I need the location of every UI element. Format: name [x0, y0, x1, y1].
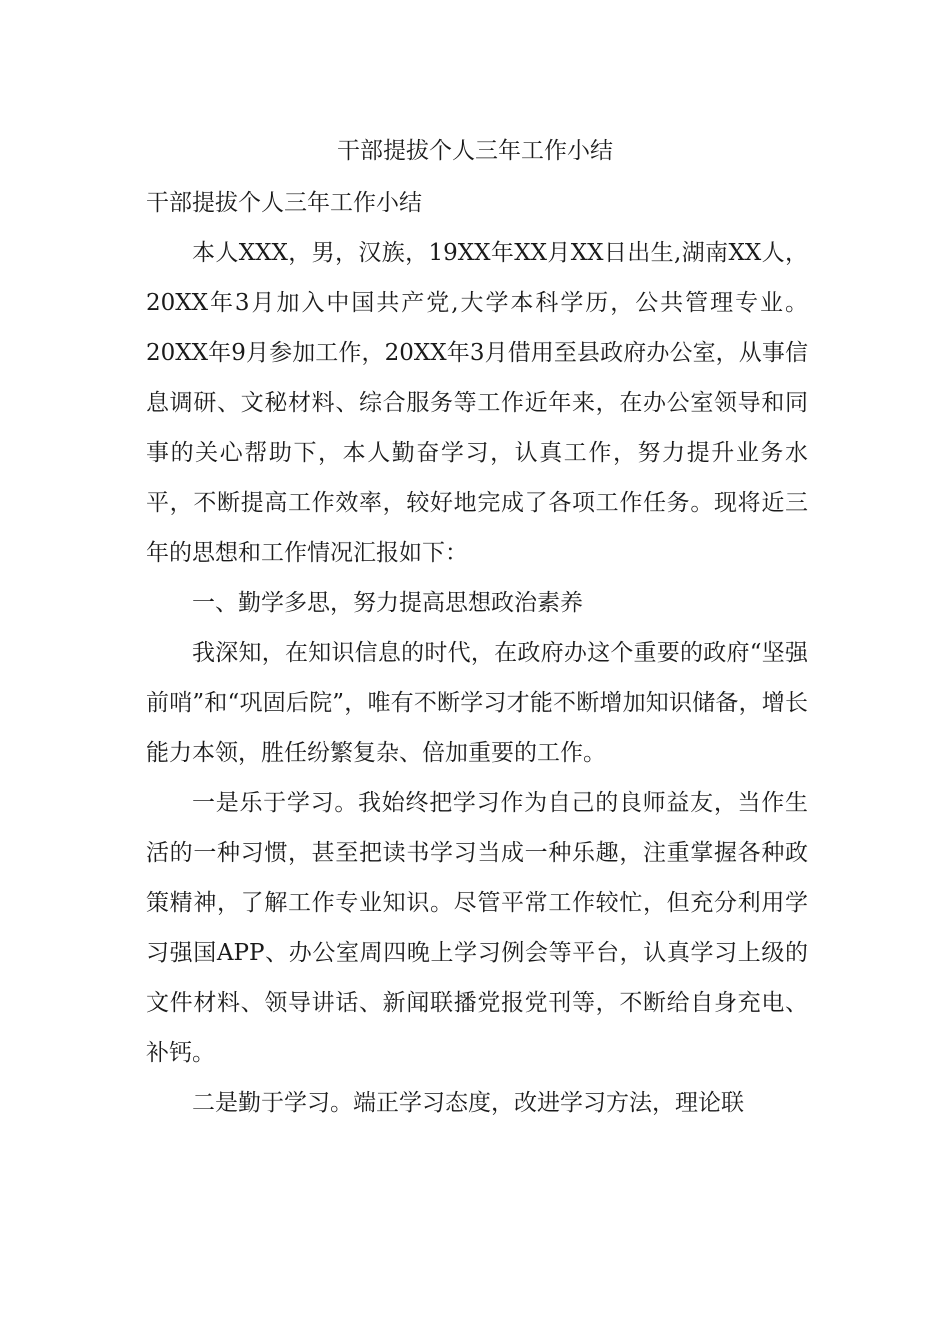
- intro-paragraph: 本人XXX，男，汉族，19XX年XX月XX日出生,湖南XX人，20XX年3月加入中国共产党,大学本科学历，公共管理专业。20XX年9月参加工作，20XX年3月借用至县政府办公室，从事信息调研、文秘材料、综合服务等工作近年来，在办公室领导和同事的关心帮助下，本人勤奋学习，认真工作，努力提升业务水平，不断提高工作效率，较好地完成了各项工作任务。现将近三年的思想和工作情况汇报如下：: [146, 240, 808, 566]
- point-one-paragraph: 一是乐于学习。我始终把学习作为自己的良师益友，当作生活的一种习惯，甚至把读书学习当成一种乐趣，注重掌握各种政策精神，了解工作专业知识。尽管平常工作较忙，但充分利用学习强国APP、办公室周四晚上学习例会等平台，认真学习上级的文件材料、领导讲话、新闻联播党报党刊等，不断给自身充电、补钙。: [146, 790, 808, 1066]
- point-two-paragraph: 二是勤于学习。端正学习态度，改进学习方法，理论联: [192, 1090, 744, 1116]
- document-body: [146, 178, 808, 1128]
- document-title: 干部提拔个人三年工作小结: [337, 138, 613, 164]
- subtitle-paragraph: 干部提拔个人三年工作小结: [146, 190, 422, 216]
- section-heading: 一、勤学多思，努力提高思想政治素养: [192, 590, 583, 616]
- section-paragraph: 我深知，在知识信息的时代，在政府办这个重要的政府“坚强前哨”和“巩固后院”，唯有不断学习才能不断增加知识储备，增长能力本领，胜任纷繁复杂、倍加重要的工作。: [146, 640, 808, 766]
